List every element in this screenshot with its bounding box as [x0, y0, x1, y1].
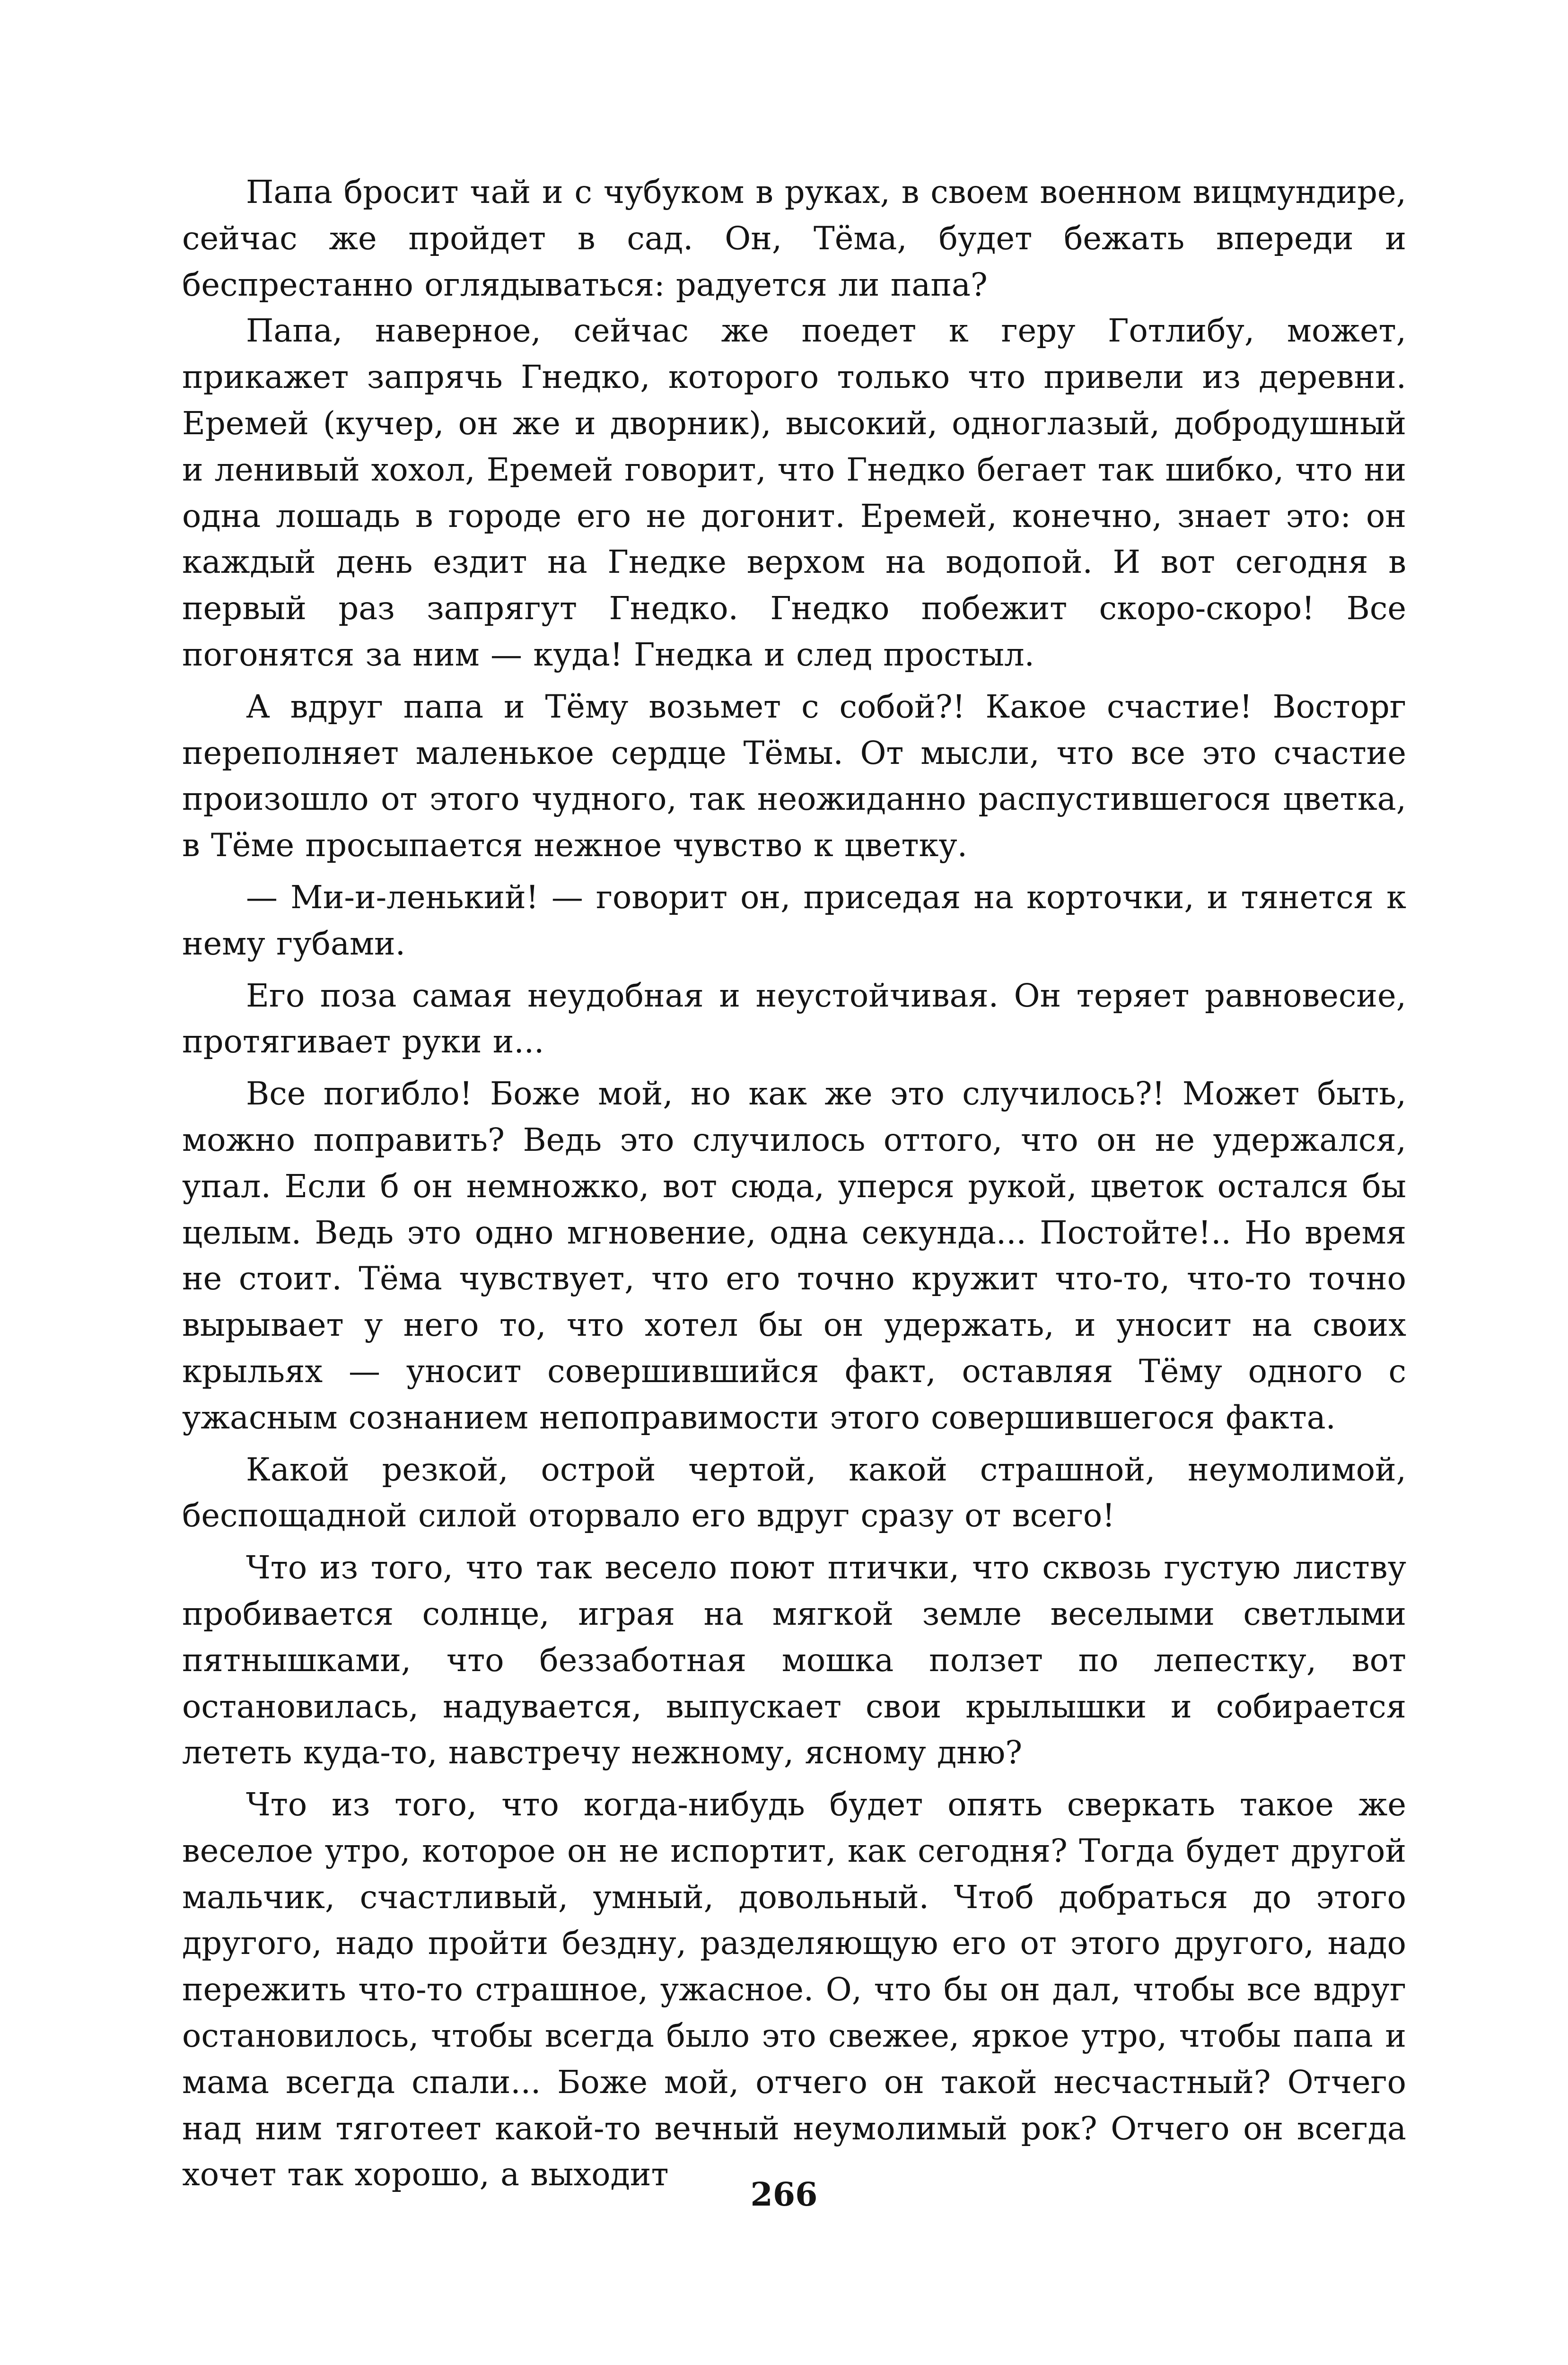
- paragraph: Папа бросит чай и с чубуком в руках, в своем военном вицмундире, сейчас же пройдет в сад. Он, Тёма, будет бежать впереди и беспрестанно оглядываться: радуется ли папа?: [182, 174, 1406, 303]
- paragraph: Его поза самая неудобная и неустойчивая. Он теряет равновесие, протягивает руки и...: [182, 977, 1406, 1060]
- paragraph: Все погибло! Боже мой, но как же это случилось?! Может быть, можно поправить? Ведь это случилось оттого, что он не удержался, упал. Если б он немножко, вот сюда, уперся рукой, цветок остался бы целым. Ведь это одно мгновение, одна секунда... Постойте!.. Но время не стоит. Тёма чувствует, что его точно кружит что-то, что-то точно вырывает у него то, что хотел бы он удержать, и уносит на своих крыльях — уносит совершившийся факт, оставляя Тёму одного с ужасным сознанием непоправимости этого совершившегося факта.: [182, 1075, 1406, 1436]
- paragraph: Папа, наверное, сейчас же поедет к геру Готлибу, может, прикажет запрячь Гнедко, которого только что привели из деревни. Еремей (кучер, он же и дворник), высокий, одноглазый, добродушный и ленивый хохол, Еремей говорит, что Гнедко бегает так шибко, что ни одна лошадь в городе его не догонит. Еремей, конечно, знает это: он каждый день ездит на Гнедке верхом на водопой. И вот сегодня в первый раз запрягут Гнедко. Гнедко побежит скоро-скоро! Все погонятся за ним — куда! Гнедка и след простыл.: [182, 312, 1406, 673]
- paragraph: — Ми-и-ленький! — говорит он, приседая на корточки, и тянется к нему губами.: [182, 878, 1406, 962]
- paragraph: А вдруг папа и Тёму возьмет с собой?! Какое счастие! Восторг переполняет маленькое сердце Тёмы. От мысли, что все это счастие произошло от этого чудного, так неожиданно распустившегося цветка, в Тёме просыпается нежное чувство к цветку.: [182, 688, 1406, 864]
- paragraph: Что из того, что когда-нибудь будет опять сверкать такое же веселое утро, которое он не испортит, как сегодня? Тогда будет другой мальчик, счастливый, умный, довольный. Чтоб добраться до этого другого, надо пройти бездну, разделяющую его от этого другого, надо пережить что-то страшное, ужасное. О, что бы он дал, чтобы все вдруг остановилось, чтобы всегда было это свежее, яркое утро, чтобы папа и мама всегда спали... Боже мой, отчего он такой несчастный? Отчего над ним тяготеет какой-то вечный неумолимый рок? Отчего он всегда хочет так хорошо, а выходит: [182, 1786, 1406, 2193]
- paragraph: Что из того, что так весело поют птички, что сквозь густую листву пробивается солнце, играя на мягкой земле веселыми светлыми пятнышками, что беззаботная мошка ползет по лепестку, вот остановилась, надувается, выпускает свои крылышки и собирается лететь куда-то, навстречу нежному, ясному дню?: [182, 1549, 1406, 1771]
- paragraph: Какой резкой, острой чертой, какой страшной, неумолимой, беспощадной силой оторвало его вдруг сразу от всего!: [182, 1451, 1406, 1534]
- page-text: [182, 169, 1406, 2198]
- page-number: 266: [750, 2176, 818, 2214]
